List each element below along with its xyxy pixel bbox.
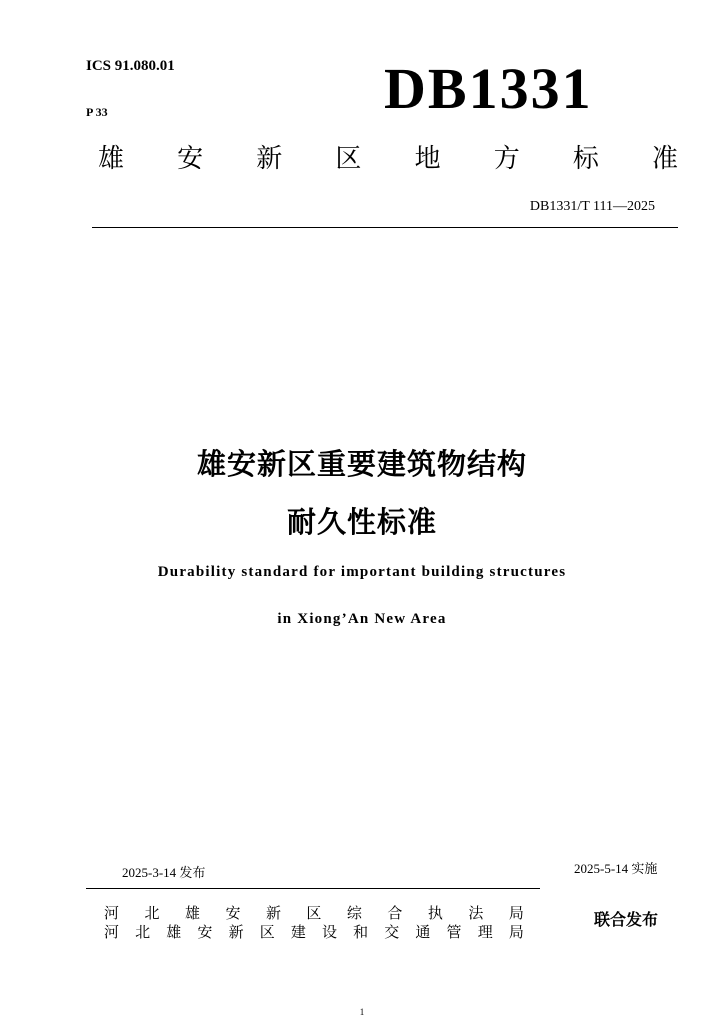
issuer-char: 理 [477,923,493,941]
db-code: DB1331 [384,56,593,121]
title-en-line1: Durability standard for important building structures [157,564,567,580]
issuer-char: 合 [387,904,403,922]
issuer-char: 通 [415,923,431,941]
issuer-char: 执 [427,904,443,922]
issuer-char: 新 [265,904,281,922]
title-cn-line2: 耐久性标准 [286,505,437,539]
issuer-char: 管 [446,923,462,941]
joint-release: 联合发布 [594,910,659,929]
implement-date: 2025-5-14 实施 [574,861,658,876]
page-number: 1 [359,1007,365,1017]
issuer-char: 河 [104,923,120,941]
issue-date: 2025-3-14 发布 [122,865,206,880]
title-en-line2: in Xiong’An New Area [277,611,447,627]
issuer-char: 北 [135,923,151,941]
ics-code: ICS 91.080.01 [86,58,175,74]
standard-number: DB1331/T 111—2025 [529,199,655,214]
issuer-char: 局 [508,923,524,941]
issuer-char: 安 [197,923,213,941]
standard-type [98,138,678,175]
issuer-char: 综 [346,904,362,922]
ccs-code: P 33 [86,105,108,119]
issuer-char: 区 [306,904,322,922]
issuer-char: 雄 [184,904,200,922]
issuer-char: 安 [225,904,241,922]
issuer-char: 北 [144,904,160,922]
standard-type-char: 地 [414,144,441,174]
issuer-line1 [104,902,524,923]
issuer-line2 [104,921,524,942]
standard-type-char: 雄 [98,144,125,174]
issuer-char: 交 [384,923,400,941]
issuer-char: 和 [353,923,369,941]
top-divider [92,227,678,228]
standard-type-char: 安 [177,144,204,174]
issuer-char: 雄 [166,923,182,941]
title-cn-line1: 雄安新区重要建筑物结构 [196,447,527,481]
issuer-char: 建 [290,923,306,941]
issuer-char: 设 [321,923,337,941]
issuer-char: 局 [508,904,524,922]
standard-type-char: 区 [335,144,362,174]
standard-type-char: 标 [572,144,599,174]
issuer-char: 法 [468,904,484,922]
bottom-divider [86,888,540,889]
issuer-char: 河 [104,904,120,922]
standard-type-char: 新 [256,144,283,174]
issuer-char: 区 [259,923,275,941]
issuer-char: 新 [228,923,244,941]
standard-type-char: 准 [651,144,678,174]
standard-type-char: 方 [493,144,520,174]
